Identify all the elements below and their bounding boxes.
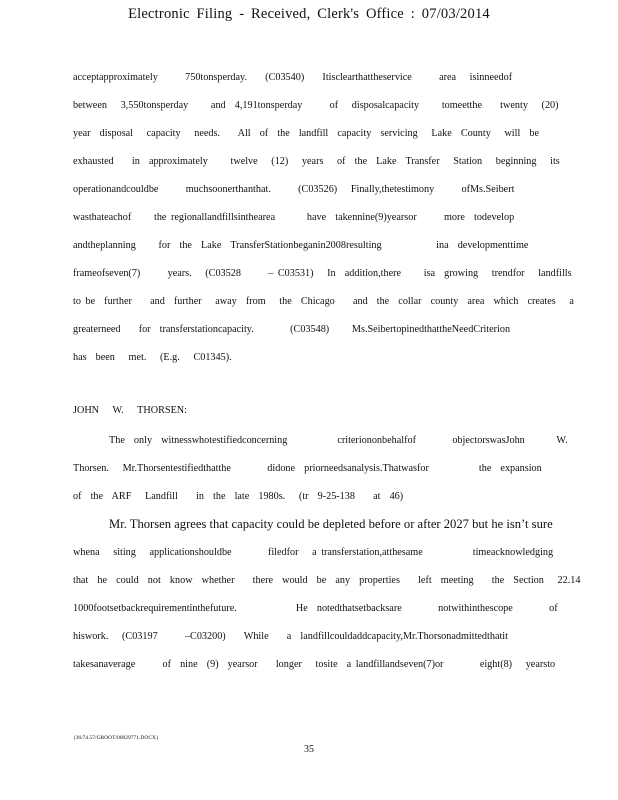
page-number: 35 xyxy=(304,744,314,755)
paragraph-line: to be further and further away from the Chicago and the collar county area which creates a xyxy=(73,296,574,307)
paragraph-line: wasthateachof the regionallandfillsinthearea have takennine(9)yearsor more todevelop xyxy=(73,212,515,223)
paragraph-line: of the ARF Landfill in the late 1980s. (tr 9-25-138 at 46) xyxy=(73,491,404,502)
paragraph-line: that he could not know whether there would be any properties left meeting the Section 22.14 xyxy=(73,575,581,586)
paragraph-line: frameofseven(7) years. (C03528 – C03531) In addition,there isa growing trendfor landfills xyxy=(73,268,572,279)
paragraph-line: The only witnesswhotestifiedconcerning criteriononbehalfof objectorswasJohn W. xyxy=(109,435,568,446)
paragraph-line: hiswork. (C03197 –C03200) While a landfillcouldaddcapacity,Mr.Thorsonadmittedthatit xyxy=(73,631,508,642)
section-heading: JOHN W. THORSEN: xyxy=(73,405,187,416)
paragraph-line: has been met. (E.g. C01345). xyxy=(73,352,232,363)
paragraph-line: exhausted in approximately twelve (12) years of the Lake Transfer Station beginning its xyxy=(73,156,560,167)
document-reference: {36/74.57/GROOT/00029771.DOCX} xyxy=(73,735,159,741)
paragraph-line: Thorsen. Mr.Thorsentestifiedthatthe didone priorneedsanalysis.Thatwasfor the expansion xyxy=(73,463,542,474)
paragraph-line: whena siting applicationshouldbe filedfor a transferstation,atthesame timeacknowledging xyxy=(73,547,554,558)
paragraph-line: between 3,550tonsperday and 4,191tonsperday of disposalcapacity tomeetthe twenty (20) xyxy=(73,100,559,111)
paragraph-line: operationandcouldbe muchsoonerthanthat. (C03526) Finally,thetestimony ofMs.Seibert xyxy=(73,184,515,195)
paragraph-line: 1000footsetbackrequirementinthefuture. He notedthatsetbacksare notwithinthescope of xyxy=(73,603,558,614)
paragraph-line: acceptapproximately 750tonsperday. (C03540) Itisclearthattheservice area isinneedof xyxy=(73,72,513,83)
paragraph-line: year disposal capacity needs. All of the landfill capacity servicing Lake County will be xyxy=(73,128,540,139)
filing-stamp-header: Electronic Filing - Received, Clerk's Office : 07/03/2014 xyxy=(128,6,490,22)
paragraph-line: takesanaverage of nine (9) yearsor longer tosite a landfillandseven(7)or eight(8) yearsto xyxy=(73,659,556,670)
paragraph-first-line: Mr. Thorsen agrees that capacity could be depleted before or after 2027 but he isn’t sure xyxy=(109,517,553,531)
paragraph-line: greaterneed for transferstationcapacity. (C03548) Ms.SeibertopinedthattheNeedCriterion xyxy=(73,324,511,335)
paragraph-line: andtheplanning for the Lake TransferStationbeganin2008resulting ina developmenttime xyxy=(73,240,529,251)
